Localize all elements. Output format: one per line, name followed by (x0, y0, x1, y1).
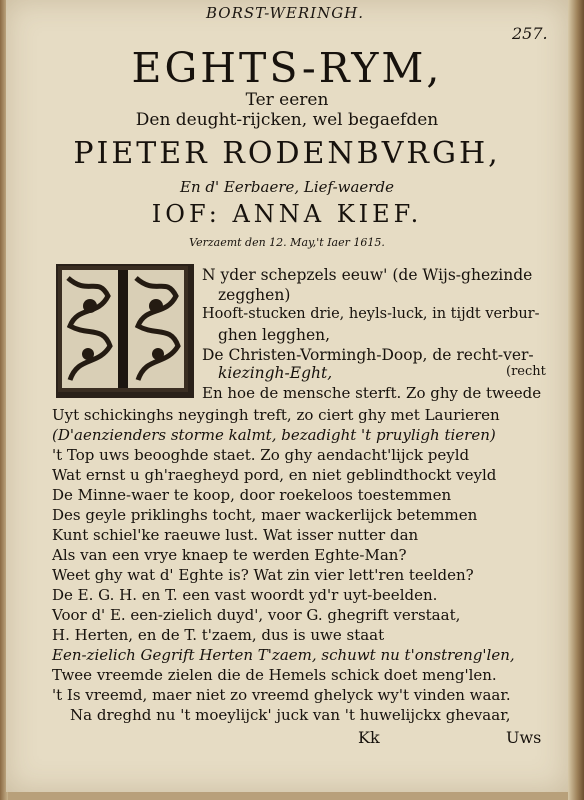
poem-line: De Christen-Vormingh-Doop, de recht-ver- (202, 346, 534, 364)
groom-name: PIETER RODENBVRGH, (73, 136, 501, 171)
poem-line: 't Is vreemd, maer niet zo vreemd ghelyck wy't vinden waar. (52, 686, 511, 704)
poem-line: Voor d' E. een-zielich duyd', voor G. ghegrift verstaat, (52, 606, 461, 624)
poem-line: Als van een vrye knaep te werden Eghte-Man? (52, 546, 407, 564)
poem-line: Des geyle priklinghs tocht, maer wackerlijck betemmen (52, 506, 478, 524)
signature-mark: Kk (358, 728, 380, 747)
poem-line: (D'aenzienders storme kalmt, bezadight 't pruyligh tieren) (52, 426, 496, 444)
conjunction-line: En d' Eerbaere, Lief-waerde (180, 178, 394, 196)
book-page (6, 0, 568, 792)
dedication-line-1: Ter eeren (245, 90, 329, 110)
poem-line: H. Herten, en de T. t'zaem, dus is uwe staat (52, 626, 385, 644)
poem-line: (recht (506, 364, 546, 379)
poem-line: Wat ernst u gh'raegheyd pord, en niet geblindthockt veyld (52, 466, 497, 484)
poem-line: Hooft-stucken drie, heyls-luck, in tijdt verbur- (202, 306, 540, 322)
date-line: Verzaemt den 12. May,'t Iaer 1615. (189, 236, 385, 249)
poem-line: Twee vreemde zielen die de Hemels schick doet meng'len. (52, 666, 497, 684)
decorated-initial-i-icon (56, 264, 194, 398)
catchword: Uws (506, 728, 542, 747)
poem-line: ghen legghen, (218, 326, 331, 344)
running-head: BORST-WERINGH. (206, 4, 365, 22)
poem-line: De E. G. H. en T. een vast woordt yd'r uyt-beelden. (52, 586, 438, 604)
poem-line: Een-zielich Gegrift Herten T'zaem, schuwt nu t'onstreng'len, (52, 646, 515, 664)
poem-line: kiezingh-Eght, (218, 364, 333, 382)
poem-line: Kunt schiel'ke raeuwe lust. Wat isser nutter dan (52, 526, 419, 544)
poem-line: N yder schepzels eeuw' (de Wijs-ghezinde (202, 266, 533, 284)
page-edge (568, 0, 584, 800)
poem-title: EGHTS-RYM, (131, 44, 443, 92)
poem-line: De Minne-waer te koop, door roekeloos toestemmen (52, 486, 452, 504)
poem-line: Uyt schickinghs neygingh treft, zo ciert ghy met Laurieren (52, 406, 500, 424)
poem-line: Weet ghy wat d' Eghte is? Wat zin vier lett'ren teelden? (52, 566, 474, 584)
poem-line: Na dreghd nu 't moeylijck' juck van 't huwelijckx ghevaar, (70, 706, 511, 724)
bride-name: IOF: ANNA KIEF. (151, 200, 423, 228)
page-number: 257. (512, 24, 548, 43)
dedication-line-2: Den deught-rijcken, wel begaefden (135, 110, 439, 130)
poem-line: zegghen) (218, 286, 291, 304)
poem-line: En hoe de mensche sterft. Zo ghy de tweede (202, 384, 542, 402)
poem-line: 't Top uws beooghde staet. Zo ghy aendacht'lijck peyld (52, 446, 470, 464)
